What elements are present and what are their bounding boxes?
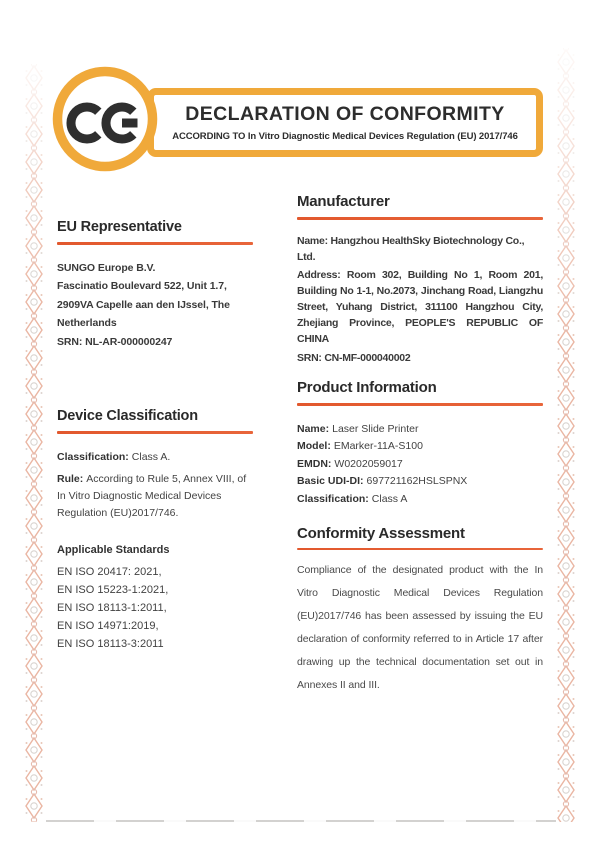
product-field-value: Class A xyxy=(371,492,408,505)
product-field-label: Model: xyxy=(297,440,331,452)
manufacturer-name-label: Name: xyxy=(297,234,328,247)
rule-line: In Vitro Diagnostic Medical Devices xyxy=(57,489,222,502)
product-field xyxy=(297,456,543,474)
manufacturer-name xyxy=(297,233,543,265)
classification-label: Classification: xyxy=(57,450,129,463)
conformity-assessment-text: Compliance of the designated product with the In Vitro Diagnostic Medical Devices Regulation (EU)2017/746 has been assessed by issuing the EU declaration of conformity referred to in Article 17 after drawing up the technical documentation set out in Annexes II and III. xyxy=(297,564,543,691)
document-title: DECLARATION OF CONFORMITY xyxy=(185,103,505,125)
eu-rep-line: Netherlands xyxy=(57,317,117,329)
product-field-value: W0202059017 xyxy=(334,457,403,470)
product-field-value: Laser Slide Printer xyxy=(332,422,419,435)
device-classification-details xyxy=(57,449,283,522)
eu-representative-heading: EU Representative xyxy=(57,219,182,235)
manufacturer-srn xyxy=(297,350,543,366)
eu-rep-line: SUNGO Europe B.V. xyxy=(57,261,156,274)
manufacturer-heading: Manufacturer xyxy=(297,193,390,210)
device-classification-heading: Device Classification xyxy=(57,408,198,424)
standard-item: EN ISO 15223-1:2021, xyxy=(57,584,169,596)
manufacturer-srn-label: SRN: xyxy=(297,351,322,364)
product-field xyxy=(297,438,543,456)
manufacturer-address-value: Room 302, Building No 1, Room 201, Building No 1-1, No.2073, Jinchang Road, Liangzhu Street, Yuhang District, 311100 Hangzhou City, Zhejiang Province, PEOPLE'S REPUBLIC OF CHINA xyxy=(297,268,543,345)
heading-underline xyxy=(297,217,543,220)
manufacturer-srn-value: CN-MF-000040002 xyxy=(324,351,411,364)
manufacturer-address-label: Address: xyxy=(297,268,341,281)
product-field xyxy=(297,421,543,439)
manufacturer-address xyxy=(297,267,543,347)
lace-border-right xyxy=(555,48,577,822)
rule-text: According to Rule 5, Annex VIII, of xyxy=(86,472,247,485)
product-field-value: EMarker-11A-S100 xyxy=(333,440,423,452)
title-banner xyxy=(147,88,543,157)
product-field-label: EMDN: xyxy=(297,457,332,470)
classification-value: Class A. xyxy=(131,450,171,463)
heading-underline xyxy=(57,242,253,245)
section-product-information xyxy=(297,379,543,508)
heading-underline xyxy=(297,548,543,550)
standard-item: EN ISO 14971:2019, xyxy=(57,620,159,632)
standard-item: EN ISO 20417: 2021, xyxy=(57,566,162,578)
section-manufacturer xyxy=(297,193,543,366)
product-field-label: Name: xyxy=(297,422,330,435)
standard-item: EN ISO 18113-3:2011 xyxy=(57,638,164,650)
eu-rep-line: 2909VA Capelle aan den IJssel, The xyxy=(57,298,230,311)
product-field-label: Classification: xyxy=(297,492,369,505)
product-field xyxy=(297,491,543,509)
bottom-border-line xyxy=(46,820,556,822)
applicable-standards-heading: Applicable Standards xyxy=(57,544,170,556)
eu-rep-line: Fascinatio Boulevard 522, Unit 1.7, xyxy=(57,280,227,292)
product-field-value: 697721162HSLSPNX xyxy=(366,475,468,487)
rule-line: Regulation (EU)2017/746. xyxy=(57,506,179,519)
document-subtitle: ACCORDING TO In Vitro Diagnostic Medical Devices Regulation (EU) 2017/746 xyxy=(172,131,518,142)
product-field-label: Basic UDI-DI: xyxy=(297,475,364,487)
lace-border-left xyxy=(23,64,45,822)
section-device-classification xyxy=(57,408,283,522)
conformity-assessment-heading: Conformity Assessment xyxy=(297,525,465,542)
heading-underline xyxy=(297,403,543,406)
heading-underline xyxy=(57,431,253,434)
eu-rep-srn: SRN: NL-AR-000000247 xyxy=(57,335,173,348)
rule-label: Rule: xyxy=(57,472,84,485)
rule-line xyxy=(57,471,283,488)
standard-item: EN ISO 18113-1:2011, xyxy=(57,602,167,614)
product-field xyxy=(297,473,543,491)
manufacturer-name-value: Hangzhou HealthSky Biotechnology Co., Ltd. xyxy=(297,234,525,263)
section-eu-representative xyxy=(57,219,279,351)
product-information-heading: Product Information xyxy=(297,379,437,396)
section-applicable-standards xyxy=(57,544,283,653)
section-conformity-assessment xyxy=(297,525,543,697)
manufacturer-details xyxy=(297,233,543,366)
eu-representative-details xyxy=(57,259,279,352)
product-information-details xyxy=(297,421,543,509)
ce-mark-icon xyxy=(49,63,161,175)
classification-line xyxy=(57,449,283,466)
